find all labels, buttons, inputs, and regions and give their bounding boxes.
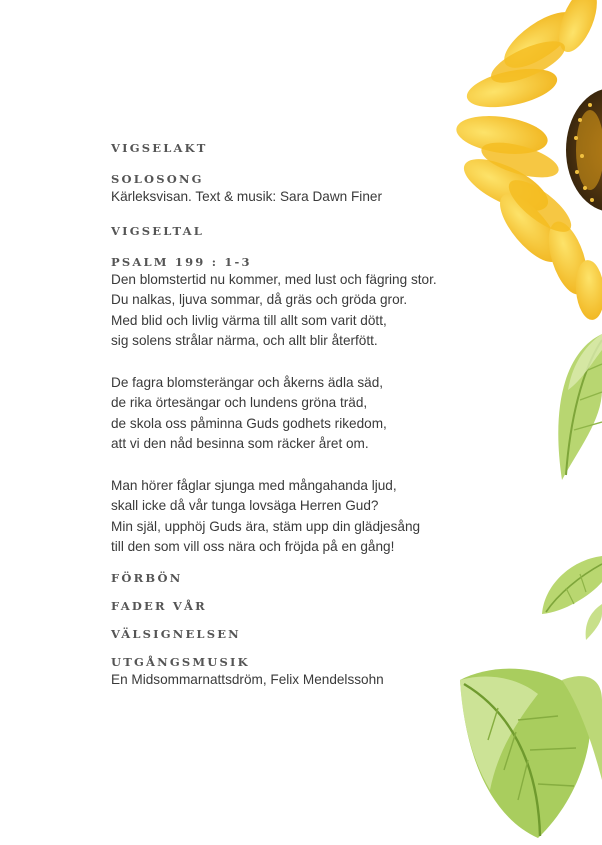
heading-valsignelsen: VÄLSIGNELSEN bbox=[111, 626, 241, 641]
heading-fader-var: FADER VÅR bbox=[111, 598, 207, 613]
psalm-line: Min själ, upphöj Guds ära, stäm upp din glädjesång bbox=[111, 518, 421, 534]
psalm-line: till den som vill oss nära och fröjda på en gång! bbox=[111, 539, 395, 555]
heading-forbon: FÖRBÖN bbox=[111, 570, 183, 585]
heading-vigseltal: VIGSELTAL bbox=[111, 223, 205, 238]
psalm-line: skall icke då vår tunga lovsäga Herren Gud? bbox=[111, 498, 379, 514]
psalm-line: de skola oss påminna Guds godhets rikedom, bbox=[111, 415, 387, 431]
psalm-line: att vi den nåd besinna som räcker året om. bbox=[111, 436, 369, 452]
utgangsmusik-text: En Midsommarnattsdröm, Felix Mendelssohn bbox=[111, 671, 384, 687]
psalm-line: Den blomstertid nu kommer, med lust och fägring stor. bbox=[111, 271, 437, 287]
leaf-upper-illustration bbox=[548, 330, 602, 490]
leaf-middle-illustration bbox=[540, 552, 602, 642]
heading-psalm: PSALM 199 : 1-3 bbox=[111, 254, 252, 269]
solosong-text: Kärleksvisan. Text & musik: Sara Dawn Finer bbox=[111, 189, 382, 204]
psalm-line: Med blid och livlig värma till allt som varit dött, bbox=[111, 312, 387, 328]
psalm-stanza-2 bbox=[111, 373, 471, 455]
heading-utgangsmusik: UTGÅNGSMUSIK bbox=[111, 654, 250, 669]
heading-vigselakt: VIGSELAKT bbox=[111, 141, 208, 155]
psalm-line: Man hörer fåglar sjunga med mångahanda ljud, bbox=[111, 477, 397, 493]
heading-solosong: SOLOSONG bbox=[111, 172, 204, 186]
psalm-line: De fagra blomsterängar och åkerns ädla säd, bbox=[111, 374, 384, 390]
leaf-lower-illustration bbox=[458, 660, 602, 845]
psalm-stanza-1 bbox=[111, 270, 471, 352]
psalm-line: Du nalkas, ljuva sommar, då gräs och gröda gror. bbox=[111, 292, 408, 308]
psalm-line: sig solens strålar närma, och allt blir återfött. bbox=[111, 333, 378, 349]
psalm-stanza-3 bbox=[111, 476, 471, 558]
psalm-line: de rika örtesängar och lundens gröna träd, bbox=[111, 395, 368, 411]
program-content bbox=[111, 140, 471, 691]
sunflower-center bbox=[566, 88, 602, 212]
